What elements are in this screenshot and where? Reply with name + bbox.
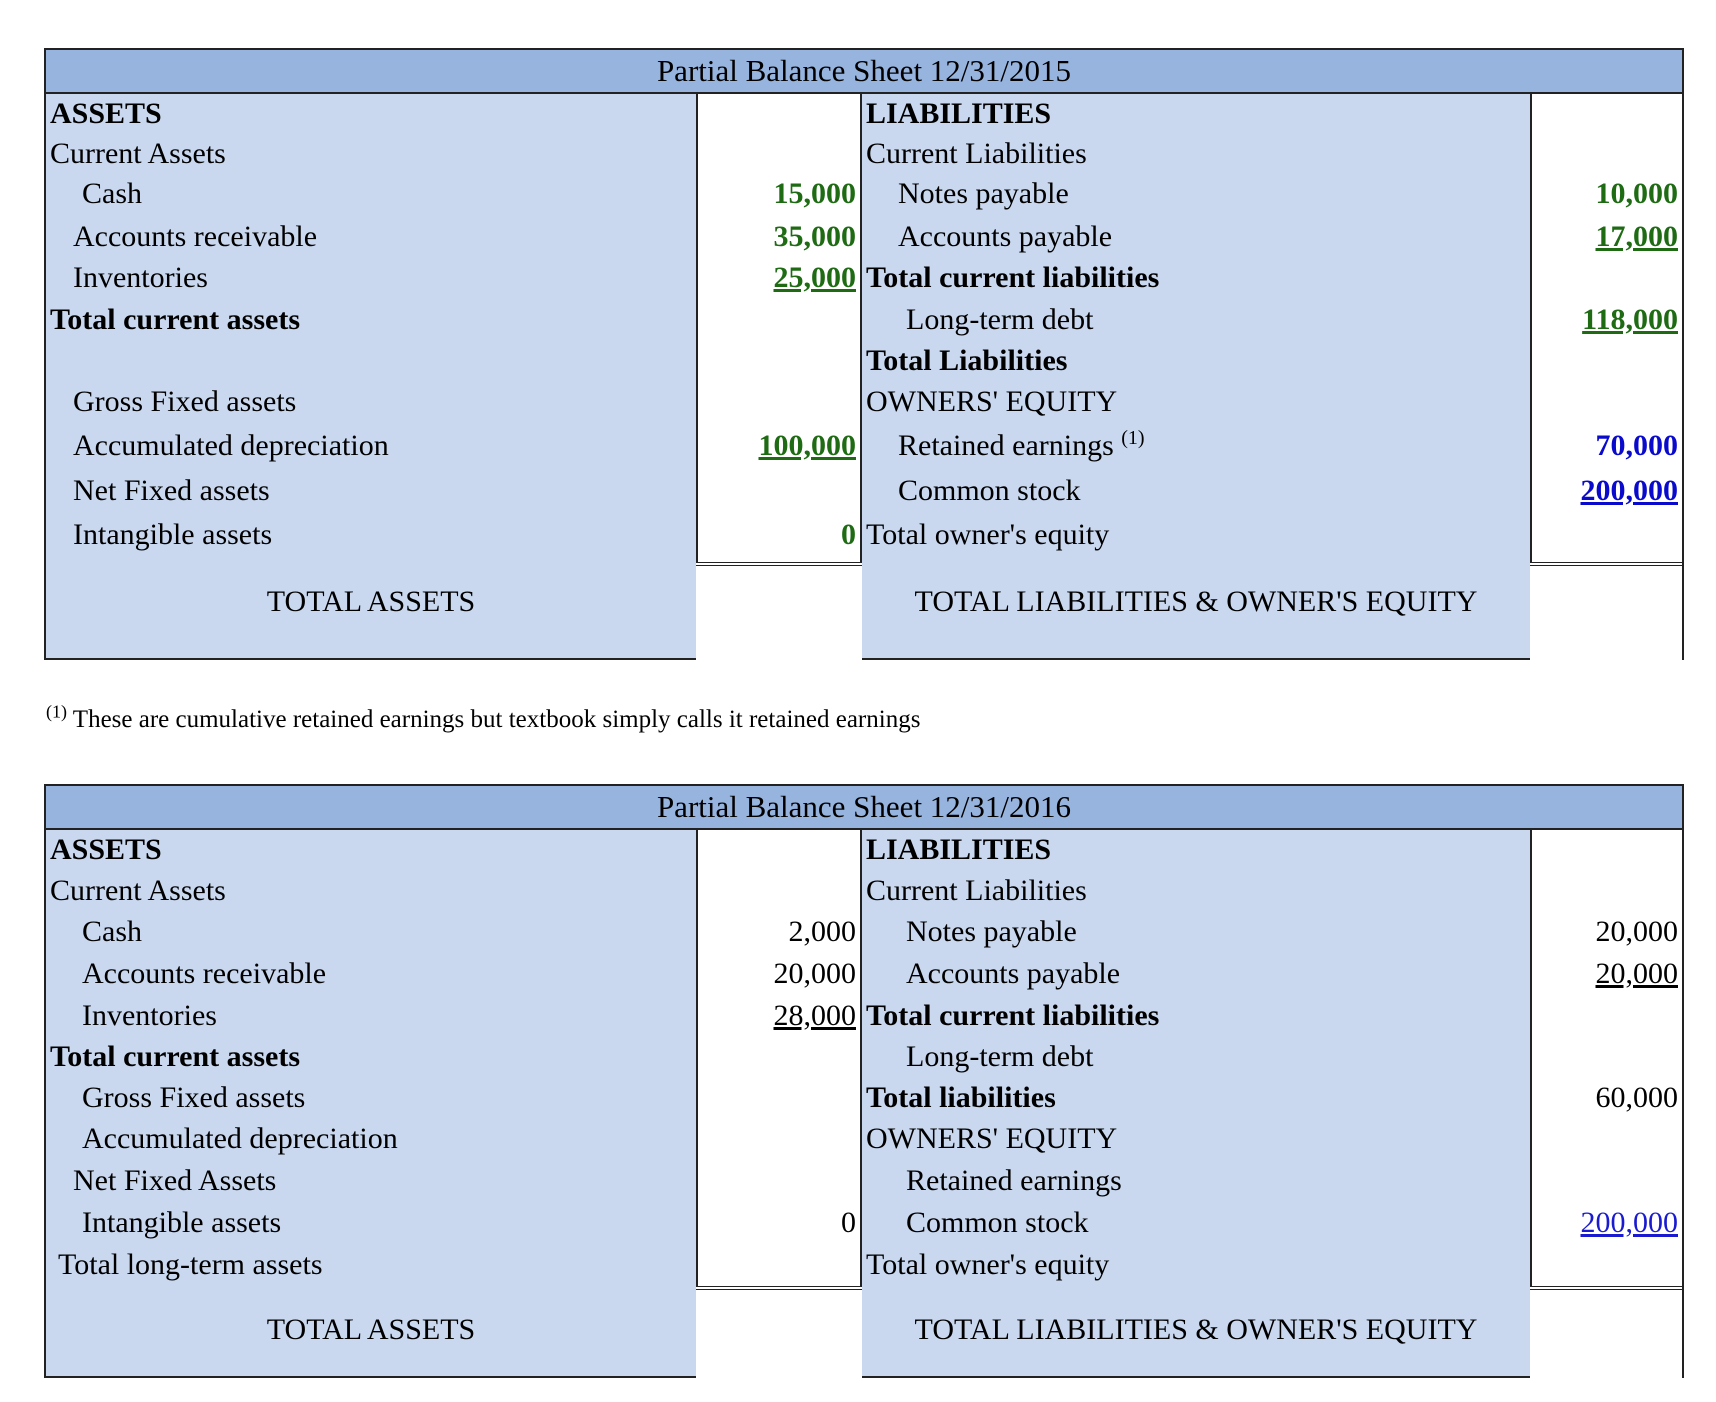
current-assets-label: Current Assets: [50, 874, 226, 907]
total-current-liabilities-label: Total current liabilities: [866, 261, 1160, 294]
cash-value: 15,000: [773, 177, 856, 210]
inventories-label: Inventories: [82, 999, 217, 1032]
total-liabilities-equity-label: TOTAL LIABILITIES & OWNER'S EQUITY: [914, 585, 1478, 618]
accounts-receivable-value: 20,000: [773, 957, 856, 990]
footnote-text: These are cumulative retained earnings but textbook simply calls it retained earnings: [67, 706, 921, 733]
liabilities-labels-column: [862, 830, 1530, 1378]
sheet-title: Partial Balance Sheet 12/31/2015: [46, 50, 1682, 94]
cash-label: Cash: [82, 177, 142, 210]
intangible-assets-value: 0: [841, 1206, 856, 1239]
accounts-payable-value: 20,000: [1595, 957, 1678, 990]
footnote: [46, 701, 921, 734]
total-owners-equity-label: Total owner's equity: [866, 1248, 1110, 1281]
accumulated-depreciation-value: 100,000: [758, 429, 856, 462]
total-assets-label: TOTAL ASSETS: [266, 585, 476, 618]
common-stock-value: 200,000: [1580, 1206, 1678, 1239]
total-current-assets-label: Total current assets: [50, 1040, 300, 1073]
liabilities-values-column: [1530, 94, 1682, 660]
balance-sheet-2016: [44, 784, 1684, 1378]
total-liabilities-label: Total Liabilities: [866, 344, 1068, 377]
common-stock-label: Common stock: [898, 474, 1081, 507]
gross-fixed-assets-label: Gross Fixed assets: [82, 1081, 306, 1114]
sheet-title: Partial Balance Sheet 12/31/2016: [46, 786, 1682, 830]
assets-header: ASSETS: [50, 97, 162, 130]
accounts-receivable-label: Accounts receivable: [73, 220, 318, 253]
long-term-debt-value: 118,000: [1582, 303, 1678, 336]
total-assets-label: TOTAL ASSETS: [266, 1313, 476, 1346]
retained-earnings-text: Retained earnings: [898, 429, 1114, 462]
total-assets-value-box: [696, 562, 862, 660]
accounts-receivable-value: 35,000: [773, 220, 856, 253]
gross-fixed-assets-label: Gross Fixed assets: [73, 385, 297, 418]
total-liabilities-label: Total liabilities: [866, 1081, 1056, 1114]
accumulated-depreciation-label: Accumulated depreciation: [82, 1122, 398, 1155]
footnote-marker: (1): [46, 701, 67, 722]
liabilities-header: LIABILITIES: [866, 833, 1052, 866]
accounts-payable-value: 17,000: [1595, 220, 1678, 253]
common-stock-value: 200,000: [1580, 474, 1678, 507]
accounts-payable-label: Accounts payable: [898, 220, 1113, 253]
current-liabilities-label: Current Liabilities: [866, 874, 1087, 907]
total-liabilities-equity-label: TOTAL LIABILITIES & OWNER'S EQUITY: [914, 1313, 1478, 1346]
retained-earnings-label: [898, 426, 1530, 466]
current-liabilities-label: Current Liabilities: [866, 137, 1087, 170]
long-term-debt-label: Long-term debt: [906, 303, 1094, 336]
total-owners-equity-label: Total owner's equity: [866, 518, 1110, 551]
total-current-liabilities-label: Total current liabilities: [866, 999, 1160, 1032]
assets-values-column: [696, 94, 862, 660]
accumulated-depreciation-label: Accumulated depreciation: [73, 429, 389, 462]
accounts-payable-label: Accounts payable: [906, 957, 1121, 990]
accounts-receivable-label: Accounts receivable: [82, 957, 327, 990]
liabilities-values-column: [1530, 830, 1682, 1378]
total-liabilities-equity-value-box: [1530, 1286, 1682, 1378]
retained-earnings-label: Retained earnings: [906, 1164, 1122, 1197]
owners-equity-header: OWNERS' EQUITY: [866, 1122, 1118, 1155]
footnote-marker: (1): [1121, 427, 1145, 449]
inventories-value: 28,000: [773, 999, 856, 1032]
net-fixed-assets-label: Net Fixed Assets: [73, 1164, 277, 1197]
notes-payable-label: Notes payable: [906, 915, 1077, 948]
inventories-label: Inventories: [73, 261, 208, 294]
total-liabilities-value: 60,000: [1595, 1081, 1678, 1114]
assets-labels-column: [46, 94, 696, 660]
owners-equity-header: OWNERS' EQUITY: [866, 385, 1118, 418]
inventories-value: 25,000: [773, 261, 856, 294]
assets-header: ASSETS: [50, 833, 162, 866]
intangible-assets-value: 0: [841, 518, 856, 551]
assets-values-column: [696, 830, 862, 1378]
current-assets-label: Current Assets: [50, 137, 226, 170]
total-liabilities-equity-value-box: [1530, 562, 1682, 660]
notes-payable-value: 10,000: [1595, 177, 1678, 210]
total-assets-value-box: [696, 1286, 862, 1378]
intangible-assets-label: Intangible assets: [73, 518, 273, 551]
notes-payable-label: Notes payable: [898, 177, 1069, 210]
cash-value: 2,000: [788, 915, 856, 948]
total-current-assets-label: Total current assets: [50, 303, 300, 336]
liabilities-labels-column: [862, 94, 1530, 660]
assets-labels-column: [46, 830, 696, 1378]
liabilities-header: LIABILITIES: [866, 97, 1052, 130]
net-fixed-assets-label: Net Fixed assets: [73, 474, 270, 507]
total-long-term-assets-label: Total long-term assets: [58, 1248, 323, 1281]
cash-label: Cash: [82, 915, 142, 948]
long-term-debt-label: Long-term debt: [906, 1040, 1094, 1073]
intangible-assets-label: Intangible assets: [82, 1206, 282, 1239]
common-stock-label: Common stock: [906, 1206, 1089, 1239]
retained-earnings-value: 70,000: [1595, 429, 1678, 462]
notes-payable-value: 20,000: [1595, 915, 1678, 948]
balance-sheet-2015: [44, 48, 1684, 660]
